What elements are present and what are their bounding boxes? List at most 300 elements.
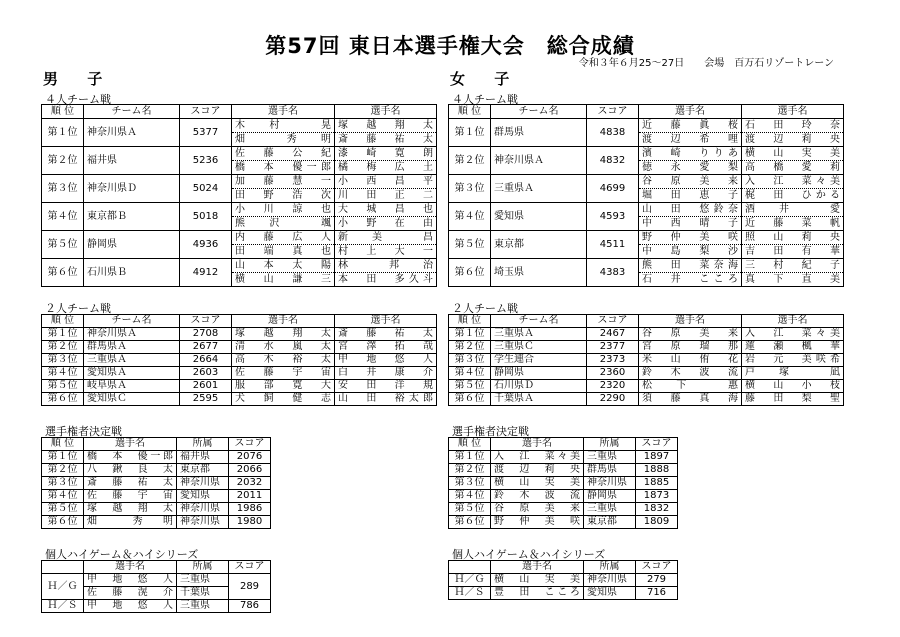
score: 1809 <box>636 516 678 529</box>
score: 4936 <box>180 231 232 259</box>
table-row <box>42 259 437 273</box>
team-name: 群馬県 <box>491 119 587 147</box>
affiliation: 神奈川県 <box>584 477 636 490</box>
column-header: 選手名 <box>742 105 844 119</box>
player-name: 石 井 こころ <box>639 273 742 287</box>
rank: 第２位 <box>449 147 491 175</box>
table-row <box>449 119 844 133</box>
men-final-title: 選手権者決定戦 <box>45 425 122 438</box>
player-name: 田 野 浩 次 <box>232 189 335 203</box>
column-header: 順 位 <box>42 438 84 451</box>
table-header-row <box>449 561 678 574</box>
table-row <box>42 600 271 613</box>
score: 2595 <box>180 393 232 406</box>
table-row <box>449 380 844 393</box>
high-game-label: Ｈ／Ｇ <box>449 574 491 587</box>
men-final-table <box>41 437 271 529</box>
table-header-row <box>42 315 437 328</box>
player-name: 照 山 莉 央 <box>742 231 844 245</box>
player-name: 甲 地 悠 人 <box>335 354 437 367</box>
player-name: 熊 田 菜奈海 <box>639 259 742 273</box>
rank: 第４位 <box>449 367 491 380</box>
rank: 第３位 <box>449 477 491 490</box>
column-header: 所属 <box>584 561 636 574</box>
score: 1885 <box>636 477 678 490</box>
player-name: 斎 藤 祐 太 <box>335 328 437 341</box>
score: 1986 <box>229 503 271 516</box>
women-final-table <box>448 437 678 529</box>
player-name: 豊 田 こころ <box>491 587 584 600</box>
player-name: 斎 藤 祐 太 <box>335 133 437 147</box>
team-name: 愛知県Ａ <box>84 367 180 380</box>
table-row <box>449 175 844 189</box>
women-team2-table <box>448 314 844 406</box>
team-name: 石川県Ｄ <box>491 380 587 393</box>
player-name: 安 田 洋 規 <box>335 380 437 393</box>
table-row <box>449 328 844 341</box>
score: 2066 <box>229 464 271 477</box>
rank: 第５位 <box>42 503 84 516</box>
score: 4383 <box>587 259 639 287</box>
column-header: スコア <box>587 315 639 328</box>
player-name: 近 藤 菜 帆 <box>742 217 844 231</box>
player-name: 石 田 玲 奈 <box>742 119 844 133</box>
column-header: スコア <box>636 438 678 451</box>
player-name: 本 田 多久斗 <box>335 273 437 287</box>
player-name: 横 山 実 美 <box>491 477 584 490</box>
rank: 第３位 <box>449 175 491 203</box>
player-name: 酒 井 愛 <box>742 203 844 217</box>
player-name: 野 仲 美 咲 <box>639 231 742 245</box>
player-name: 八 鍬 良 太 <box>84 464 177 477</box>
table-row <box>42 119 437 133</box>
score: 279 <box>636 574 678 587</box>
score: 2377 <box>587 341 639 354</box>
player-name: 谷 原 美 来 <box>639 175 742 189</box>
score: 1888 <box>636 464 678 477</box>
affiliation: 愛知県 <box>584 587 636 600</box>
men-team4-table <box>41 104 437 287</box>
player-name: 米 山 侑 花 <box>639 354 742 367</box>
women-final-title: 選手権者決定戦 <box>452 425 529 438</box>
men-team2-table <box>41 314 437 406</box>
player-name: 加 藤 慧 一 <box>232 175 335 189</box>
table-row <box>42 393 437 406</box>
column-header: 選手名 <box>335 105 437 119</box>
player-name: 橘 梅 広 土 <box>335 161 437 175</box>
column-header: チーム名 <box>84 315 180 328</box>
player-name: 谷 原 美 来 <box>639 328 742 341</box>
player-name: 熊 沢 颯 <box>232 217 335 231</box>
high-series-label: Ｈ／Ｓ <box>42 600 84 613</box>
player-name: 横 山 実 美 <box>491 574 584 587</box>
score: 1873 <box>636 490 678 503</box>
score: 2032 <box>229 477 271 490</box>
men-team2-title: ２人チーム戦 <box>45 302 111 315</box>
column-header: 選手名 <box>84 561 177 574</box>
team-name: 埼玉県 <box>491 259 587 287</box>
column-header: 所属 <box>177 438 229 451</box>
women-team4-table <box>448 104 844 287</box>
women-team4-title: ４人チーム戦 <box>452 93 518 106</box>
column-header: 順 位 <box>42 105 84 119</box>
rank: 第４位 <box>449 203 491 231</box>
player-name: 塚 越 翔 太 <box>232 328 335 341</box>
player-name: 入 江 菜々美 <box>742 175 844 189</box>
affiliation: 東京都 <box>177 464 229 477</box>
player-name: 渡 辺 希 哩 <box>639 133 742 147</box>
player-name: 横 山 小 枝 <box>742 380 844 393</box>
event-date-venue: 令和３年６月25～27日 会場 百万石リゾートレーン <box>578 58 834 69</box>
player-name: 橋 本 優一郎 <box>232 161 335 175</box>
table-row <box>42 574 271 587</box>
table-row <box>449 503 678 516</box>
team-name: 神奈川県Ａ <box>84 328 180 341</box>
team-name: 愛知県Ｃ <box>84 393 180 406</box>
score: 716 <box>636 587 678 600</box>
column-header: 選手名 <box>639 315 742 328</box>
rank: 第１位 <box>449 119 491 147</box>
rank: 第３位 <box>42 175 84 203</box>
score: 4832 <box>587 147 639 175</box>
score: 4511 <box>587 231 639 259</box>
rank: 第２位 <box>42 147 84 175</box>
team-name: 福井県 <box>84 147 180 175</box>
player-name: 小 川 諒 也 <box>232 203 335 217</box>
player-name: 新 美 昌 <box>335 231 437 245</box>
score: 2373 <box>587 354 639 367</box>
team-name: 静岡県 <box>491 367 587 380</box>
player-name: 佐 藤 宇 宙 <box>84 490 177 503</box>
team-name: 三重県Ａ <box>84 354 180 367</box>
rank: 第１位 <box>42 328 84 341</box>
table-row <box>449 451 678 464</box>
player-name: 村 上 大 一 <box>335 245 437 259</box>
column-header: 選手名 <box>84 438 177 451</box>
score: 2467 <box>587 328 639 341</box>
column-header: 選手名 <box>742 315 844 328</box>
player-name: 鈴 木 波 流 <box>639 367 742 380</box>
player-name: 佐 藤 宇 宙 <box>232 367 335 380</box>
rank: 第３位 <box>42 354 84 367</box>
page-title: 第57回 東日本選手権大会 総合成績 <box>265 34 635 58</box>
rank: 第２位 <box>42 341 84 354</box>
player-name: 濱 崎 りりあ <box>639 147 742 161</box>
player-name: 木 村 晃 <box>232 119 335 133</box>
player-name: 三 村 紀 子 <box>742 259 844 273</box>
team-name: 神奈川県Ａ <box>491 147 587 175</box>
player-name: 塚 越 翔 太 <box>84 503 177 516</box>
player-name: 山 田 裕太郎 <box>335 393 437 406</box>
player-name: 野 仲 美 咲 <box>491 516 584 529</box>
score: 5024 <box>180 175 232 203</box>
table-row <box>42 451 271 464</box>
affiliation: 神奈川県 <box>177 516 229 529</box>
player-name: 佐 藤 公 紀 <box>232 147 335 161</box>
column-header: スコア <box>229 438 271 451</box>
table-row <box>42 203 437 217</box>
men-label: 男 子 <box>43 70 115 88</box>
rank: 第３位 <box>42 477 84 490</box>
score: 1897 <box>636 451 678 464</box>
score: 2664 <box>180 354 232 367</box>
player-name: 小 西 昌 平 <box>335 175 437 189</box>
player-name: 清 水 嵐 太 <box>232 341 335 354</box>
table-row <box>42 516 271 529</box>
rank: 第５位 <box>449 231 491 259</box>
player-name: 須 藤 真 海 <box>639 393 742 406</box>
team-name: 石川県Ｂ <box>84 259 180 287</box>
table-row <box>449 367 844 380</box>
player-name: 橋 本 優一郎 <box>84 451 177 464</box>
column-header: 順 位 <box>449 438 491 451</box>
score: 4699 <box>587 175 639 203</box>
table-row <box>42 175 437 189</box>
player-name: 堀 田 恵 子 <box>639 189 742 203</box>
player-name: 白 井 康 介 <box>335 367 437 380</box>
affiliation: 群馬県 <box>584 464 636 477</box>
player-name: 松 下 惠 <box>639 380 742 393</box>
table-header-row <box>42 105 437 119</box>
player-name: 入 江 菜々美 <box>742 328 844 341</box>
rank: 第１位 <box>449 451 491 464</box>
player-name: 谷 原 美 来 <box>491 503 584 516</box>
table-row <box>42 490 271 503</box>
player-name: 真 下 直 美 <box>742 273 844 287</box>
score: 2320 <box>587 380 639 393</box>
affiliation: 三重県 <box>177 574 229 587</box>
score: 289 <box>229 574 271 600</box>
table-row <box>449 259 844 273</box>
player-name: 吉 田 有 華 <box>742 245 844 259</box>
table-row <box>42 380 437 393</box>
affiliation: 東京都 <box>584 516 636 529</box>
table-row <box>449 477 678 490</box>
player-name: 藤 田 梨 聖 <box>742 393 844 406</box>
table-row <box>449 393 844 406</box>
column-header: スコア <box>636 561 678 574</box>
player-name: 岩 元 美咲希 <box>742 354 844 367</box>
player-name: 服 部 寛 大 <box>232 380 335 393</box>
affiliation: 愛知県 <box>177 490 229 503</box>
player-name: 梶 田 ひかる <box>742 189 844 203</box>
player-name: 宮 原 瑠 那 <box>639 341 742 354</box>
column-header: 順 位 <box>449 105 491 119</box>
rank: 第４位 <box>42 490 84 503</box>
affiliation: 静岡県 <box>584 490 636 503</box>
score: 1832 <box>636 503 678 516</box>
affiliation: 福井県 <box>177 451 229 464</box>
team-name: 神奈川県Ａ <box>84 119 180 147</box>
score: 4593 <box>587 203 639 231</box>
table-row <box>449 464 678 477</box>
score: 2076 <box>229 451 271 464</box>
table-row <box>449 587 678 600</box>
column-header: 所属 <box>177 561 229 574</box>
score: 1980 <box>229 516 271 529</box>
column-header: 所属 <box>584 438 636 451</box>
player-name: 横 山 謙 三 <box>232 273 335 287</box>
player-name: 斎 藤 祐 太 <box>84 477 177 490</box>
player-name: 鈴 木 波 流 <box>491 490 584 503</box>
table-row <box>42 341 437 354</box>
table-row <box>449 203 844 217</box>
score: 5377 <box>180 119 232 147</box>
column-header: 選手名 <box>232 105 335 119</box>
player-name: 渡 辺 莉 央 <box>491 464 584 477</box>
team-name: 神奈川県Ｄ <box>84 175 180 203</box>
player-name: 佐 藤 滉 介 <box>84 587 177 600</box>
score: 2603 <box>180 367 232 380</box>
player-name: 横 山 実 美 <box>742 147 844 161</box>
table-row <box>449 516 678 529</box>
affiliation: 三重県 <box>177 600 229 613</box>
rank: 第５位 <box>449 380 491 393</box>
rank: 第５位 <box>42 380 84 393</box>
player-name: 大 城 昌 也 <box>335 203 437 217</box>
column-header: 選手名 <box>232 315 335 328</box>
player-name: 林 邦 治 <box>335 259 437 273</box>
rank: 第６位 <box>449 516 491 529</box>
team-name: 愛知県 <box>491 203 587 231</box>
score: 2360 <box>587 367 639 380</box>
men-team4-title: ４人チーム戦 <box>45 93 111 106</box>
rank: 第４位 <box>42 203 84 231</box>
column-header: スコア <box>587 105 639 119</box>
table-row <box>42 477 271 490</box>
rank: 第１位 <box>42 451 84 464</box>
player-name: 山 田 悠鈴奈 <box>639 203 742 217</box>
player-name: 塚 越 翔 太 <box>335 119 437 133</box>
score: 2290 <box>587 393 639 406</box>
team-name: 静岡県 <box>84 231 180 259</box>
score: 5236 <box>180 147 232 175</box>
rank: 第６位 <box>42 393 84 406</box>
column-header: 選手名 <box>335 315 437 328</box>
column-header <box>42 561 84 574</box>
rank: 第２位 <box>42 464 84 477</box>
men-high-table <box>41 560 271 613</box>
score: 786 <box>229 600 271 613</box>
high-series-label: Ｈ／Ｓ <box>449 587 491 600</box>
player-name: 近 藤 眞 桜 <box>639 119 742 133</box>
rank: 第１位 <box>42 119 84 147</box>
rank: 第２位 <box>449 341 491 354</box>
score: 2708 <box>180 328 232 341</box>
table-header-row <box>449 315 844 328</box>
affiliation: 千葉県 <box>177 587 229 600</box>
affiliation: 神奈川県 <box>177 503 229 516</box>
rank: 第５位 <box>449 503 491 516</box>
affiliation: 神奈川県 <box>177 477 229 490</box>
player-name: 漆 崎 寛 朗 <box>335 147 437 161</box>
player-name: 畑 秀 明 <box>84 516 177 529</box>
rank: 第６位 <box>449 393 491 406</box>
score: 4838 <box>587 119 639 147</box>
table-row <box>42 464 271 477</box>
score: 5018 <box>180 203 232 231</box>
table-row <box>449 231 844 245</box>
score: 2677 <box>180 341 232 354</box>
player-name: 畑 秀 明 <box>232 133 335 147</box>
rank: 第１位 <box>449 328 491 341</box>
player-name: 犬 飼 健 志 <box>232 393 335 406</box>
table-row <box>42 367 437 380</box>
score: 4912 <box>180 259 232 287</box>
player-name: 中 島 梨 沙 <box>639 245 742 259</box>
player-name: 高 橋 愛 莉 <box>742 161 844 175</box>
score: 2601 <box>180 380 232 393</box>
team-name: 千葉県Ａ <box>491 393 587 406</box>
player-name: 甲 地 悠 人 <box>84 600 177 613</box>
rank: 第４位 <box>42 367 84 380</box>
table-row <box>42 354 437 367</box>
column-header: チーム名 <box>491 105 587 119</box>
high-game-label: Ｈ／Ｇ <box>42 574 84 600</box>
table-header-row <box>42 438 271 451</box>
affiliation: 神奈川県 <box>584 574 636 587</box>
column-header: チーム名 <box>491 315 587 328</box>
women-team2-title: ２人チーム戦 <box>452 302 518 315</box>
rank: 第６位 <box>449 259 491 287</box>
player-name: 甲 地 悠 人 <box>84 574 177 587</box>
team-name: 東京都 <box>491 231 587 259</box>
team-name: 群馬県Ａ <box>84 341 180 354</box>
player-name: 川 田 正 二 <box>335 189 437 203</box>
table-row <box>449 574 678 587</box>
table-row <box>449 147 844 161</box>
table-row <box>449 341 844 354</box>
player-name: 蓮 瀬 楓 華 <box>742 341 844 354</box>
player-name: 中 西 晴 子 <box>639 217 742 231</box>
table-header-row <box>42 561 271 574</box>
table-row <box>449 354 844 367</box>
column-header <box>449 561 491 574</box>
women-high-table <box>448 560 678 600</box>
player-name: 戸 塚 凪 <box>742 367 844 380</box>
player-name: 小 野 在 由 <box>335 217 437 231</box>
team-name: 三重県Ａ <box>491 175 587 203</box>
column-header: スコア <box>180 315 232 328</box>
rank: 第２位 <box>449 464 491 477</box>
team-name: 東京都Ｂ <box>84 203 180 231</box>
player-name: 徳 永 愛 梨 <box>639 161 742 175</box>
table-header-row <box>449 438 678 451</box>
player-name: 渡 辺 莉 央 <box>742 133 844 147</box>
women-high-title: 個人ハイゲーム＆ハイシリーズ <box>452 548 606 561</box>
column-header: 選手名 <box>491 438 584 451</box>
player-name: 山 本 太 陽 <box>232 259 335 273</box>
column-header: 順 位 <box>42 315 84 328</box>
column-header: スコア <box>180 105 232 119</box>
column-header: 選手名 <box>491 561 584 574</box>
player-name: 入 江 菜々美 <box>491 451 584 464</box>
men-high-title: 個人ハイゲーム＆ハイシリーズ <box>45 548 199 561</box>
player-name: 宮 澤 拓 哉 <box>335 341 437 354</box>
rank: 第４位 <box>449 490 491 503</box>
rank: 第５位 <box>42 231 84 259</box>
table-row <box>449 490 678 503</box>
women-label: 女 子 <box>450 70 522 88</box>
affiliation: 三重県 <box>584 451 636 464</box>
player-name: 内 藤 広 人 <box>232 231 335 245</box>
column-header: 順 位 <box>449 315 491 328</box>
column-header: チーム名 <box>84 105 180 119</box>
table-row <box>42 231 437 245</box>
table-header-row <box>449 105 844 119</box>
team-name: 三重県Ｃ <box>491 341 587 354</box>
column-header: スコア <box>229 561 271 574</box>
